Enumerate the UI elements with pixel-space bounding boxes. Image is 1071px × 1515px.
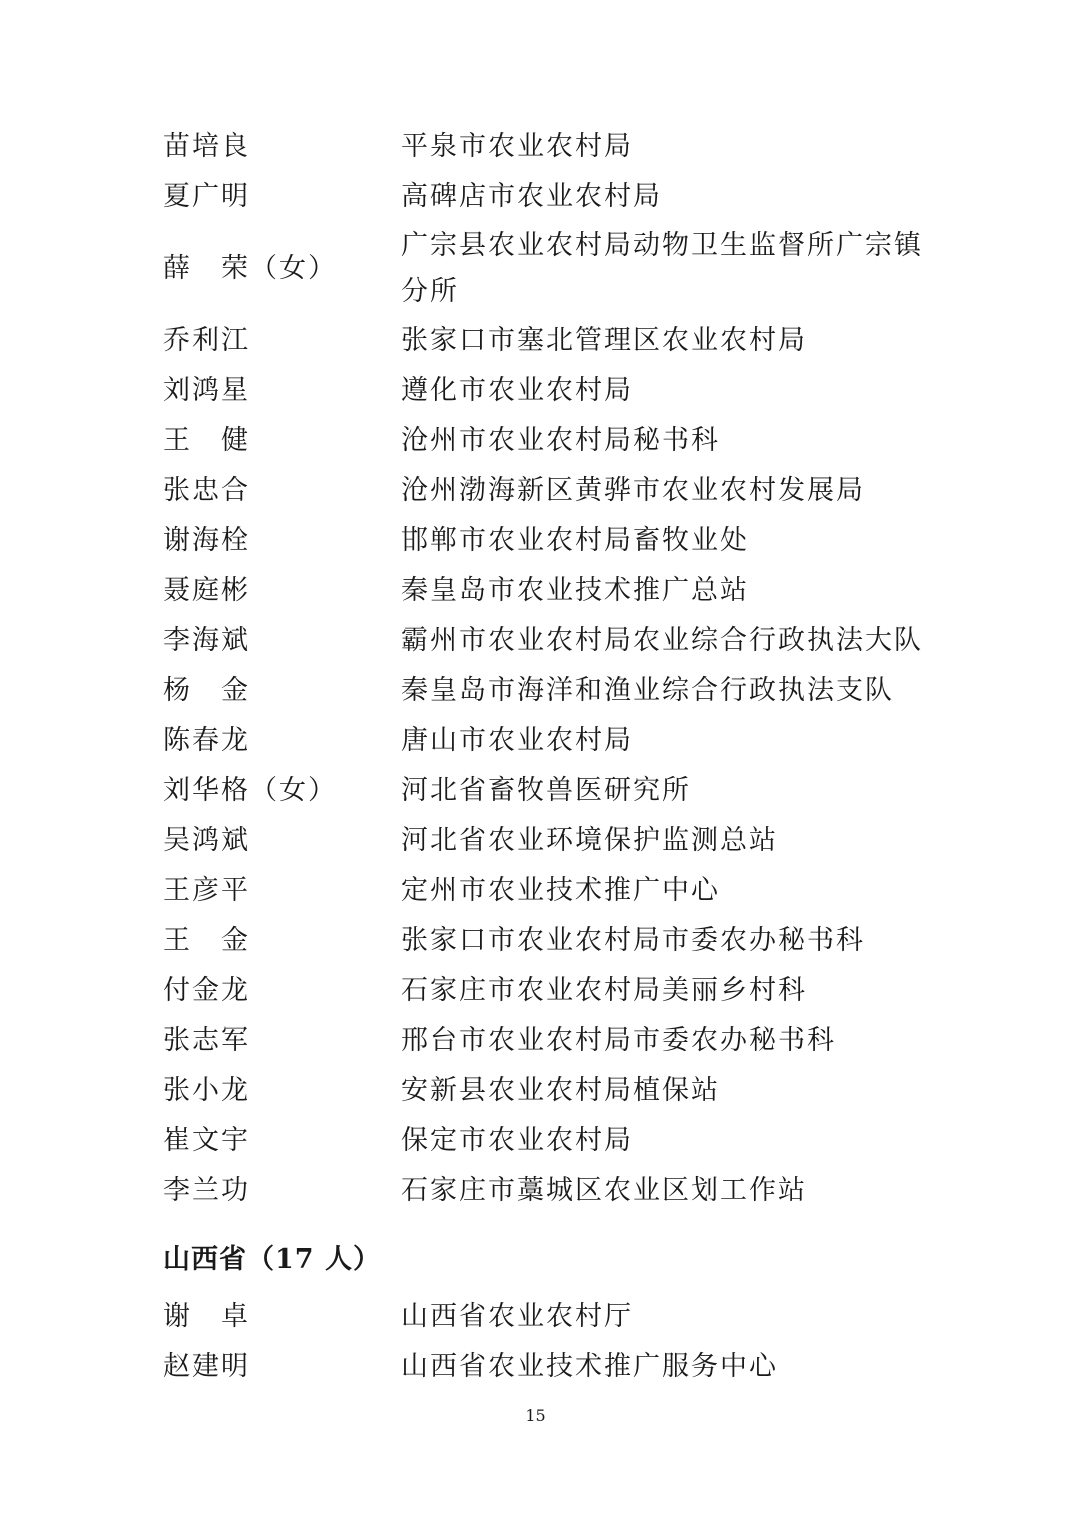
person-name: 王 健	[163, 425, 250, 456]
list-item	[163, 1066, 953, 1116]
section-heading-shanxi: 山西省（17 人）	[163, 1244, 381, 1275]
list-item	[163, 172, 953, 222]
person-organization: 高碑店市农业农村局	[401, 181, 662, 212]
person-organization: 山西省农业技术推广服务中心	[401, 1351, 778, 1382]
list-item	[163, 516, 953, 566]
person-organization: 河北省农业环境保护监测总站	[401, 825, 778, 856]
page-number: 15	[525, 1406, 546, 1425]
person-name: 李兰功	[163, 1175, 250, 1206]
person-name: 王 金	[163, 925, 250, 956]
list-item	[163, 1016, 953, 1066]
person-organization: 平泉市农业农村局	[401, 131, 633, 162]
person-name: 陈春龙	[163, 725, 250, 756]
list-item	[163, 366, 953, 416]
person-organization: 邢台市农业农村局市委农办秘书科	[401, 1025, 836, 1056]
person-organization: 石家庄市农业农村局美丽乡村科	[401, 975, 807, 1006]
person-organization: 石家庄市藁城区农业区划工作站	[401, 1175, 807, 1206]
person-name: 刘鸿星	[163, 375, 250, 406]
person-name: 薛 荣（女）	[163, 253, 337, 284]
person-organization: 保定市农业农村局	[401, 1125, 633, 1156]
list-item	[163, 766, 953, 816]
person-name: 李海斌	[163, 625, 250, 656]
person-organization: 秦皇岛市海洋和渔业综合行政执法支队	[401, 675, 894, 706]
person-name: 苗培良	[163, 131, 250, 162]
person-name: 聂庭彬	[163, 575, 250, 606]
person-organization: 定州市农业技术推广中心	[401, 875, 720, 906]
person-name: 崔文宇	[163, 1125, 250, 1156]
person-organization: 邯郸市农业农村局畜牧业处	[401, 525, 749, 556]
list-item	[163, 466, 953, 516]
person-organization: 广宗县农业农村局动物卫生监督所广宗镇 分所	[401, 230, 923, 307]
person-organization: 秦皇岛市农业技术推广总站	[401, 575, 749, 606]
list-item	[163, 416, 953, 466]
person-organization: 安新县农业农村局植保站	[401, 1075, 720, 1106]
person-name: 谢 卓	[163, 1301, 250, 1332]
list-item	[163, 222, 953, 316]
list-item	[163, 1292, 953, 1342]
list-item	[163, 916, 953, 966]
list-item	[163, 666, 953, 716]
person-name: 杨 金	[163, 675, 250, 706]
awardee-list-shanxi	[163, 1292, 953, 1392]
list-item	[163, 566, 953, 616]
list-item	[163, 966, 953, 1016]
person-organization: 沧州市农业农村局秘书科	[401, 425, 720, 456]
list-item	[163, 716, 953, 766]
person-name: 赵建明	[163, 1351, 250, 1382]
person-name: 夏广明	[163, 181, 250, 212]
person-name: 刘华格（女）	[163, 775, 337, 806]
person-organization: 山西省农业农村厅	[401, 1301, 633, 1332]
person-organization: 遵化市农业农村局	[401, 375, 633, 406]
list-item	[163, 316, 953, 366]
list-item	[163, 1116, 953, 1166]
list-item	[163, 122, 953, 172]
person-organization: 张家口市农业农村局市委农办秘书科	[401, 925, 865, 956]
list-item	[163, 1166, 953, 1216]
person-organization: 唐山市农业农村局	[401, 725, 633, 756]
person-name: 谢海栓	[163, 525, 250, 556]
person-name: 吴鸿斌	[163, 825, 250, 856]
list-item	[163, 616, 953, 666]
person-organization: 沧州渤海新区黄骅市农业农村发展局	[401, 475, 865, 506]
list-item	[163, 816, 953, 866]
person-organization: 张家口市塞北管理区农业农村局	[401, 325, 807, 356]
person-name: 张志军	[163, 1025, 250, 1056]
person-name: 王彦平	[163, 875, 250, 906]
list-item	[163, 866, 953, 916]
person-organization: 霸州市农业农村局农业综合行政执法大队	[401, 625, 923, 656]
person-name: 张小龙	[163, 1075, 250, 1106]
person-name: 付金龙	[163, 975, 250, 1006]
awardee-list-hebei	[163, 122, 953, 1216]
person-name: 张忠合	[163, 475, 250, 506]
list-item	[163, 1342, 953, 1392]
person-organization: 河北省畜牧兽医研究所	[401, 775, 691, 806]
person-name: 乔利江	[163, 325, 250, 356]
